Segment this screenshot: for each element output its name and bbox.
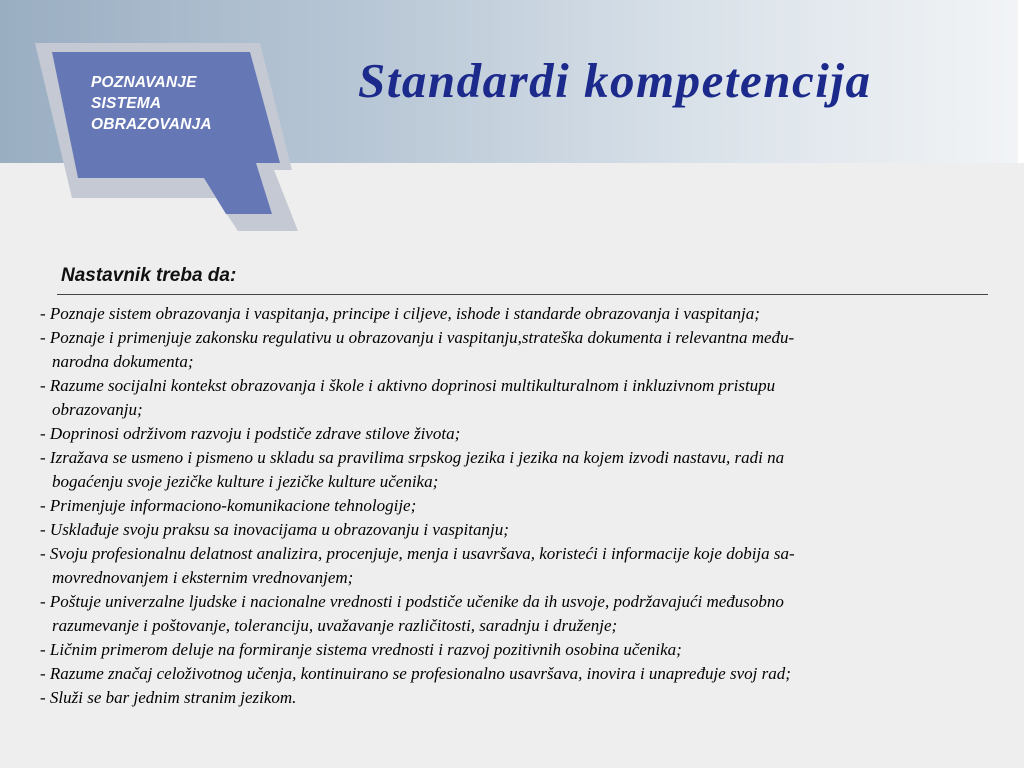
list-item (40, 686, 1000, 710)
list-item-line: razumevanje i poštovanje, toleranciju, uvažavanje različitosti, saradnju i druženje; (52, 616, 618, 635)
banner-line: SISTEMA (91, 95, 162, 112)
list-item-line: - Izražava se usmeno i pismeno u skladu sa pravilima srpskog jezika i jezika na kojem izvodi nastavu, radi na (40, 448, 785, 467)
page-title: Standardi kompetencija (358, 53, 872, 108)
list-item (40, 542, 1000, 590)
list-item-line: - Služi se bar jednim stranim jezikom. (40, 688, 297, 707)
list-item-line: - Razume značaj celoživotnog učenja, kontinuirano se profesionalno usavršava, inovira i unapređuje svoj rad; (40, 664, 791, 683)
list-item-line: movrednovanjem i eksternim vrednovanjem; (52, 568, 354, 587)
list-item-line: - Usklađuje svoju praksu sa inovacijama u obrazovanju i vaspitanju; (40, 520, 509, 539)
list-item-line: - Poštuje univerzalne ljudske i nacionalne vrednosti i podstiče učenike da ih usvoje, podržavajući međusobno (40, 592, 784, 611)
competency-list (40, 302, 1000, 710)
list-item-line: - Svoju profesionalnu delatnost analizira, procenjuje, menja i usavršava, koristeći i informacije koje dobija sa- (40, 544, 795, 563)
list-item (40, 374, 1000, 422)
heading-divider (57, 294, 988, 295)
list-item-line: - Doprinosi održivom razvoju i podstiče zdrave stilove života; (40, 424, 461, 443)
list-item-line: obrazovanju; (52, 400, 143, 419)
list-item-line: - Poznaje sistem obrazovanja i vaspitanja, principe i ciljeve, ishode i standarde obrazovanja i vaspitanja; (40, 304, 760, 323)
list-item-line: - Ličnim primerom deluje na formiranje sistema vrednosti i razvoj pozitivnih osobina učenika; (40, 640, 682, 659)
list-item (40, 662, 1000, 686)
banner-arrow-graphic (30, 38, 300, 234)
list-item-line: bogaćenju svoje jezičke kulture i jezičke kulture učenika; (52, 472, 439, 491)
banner-line: POZNAVANJE (91, 74, 197, 91)
list-item (40, 494, 1000, 518)
list-item-line: - Primenjuje informaciono-komunikacione tehnologije; (40, 496, 417, 515)
list-item (40, 422, 1000, 446)
list-item-line: - Razume socijalni kontekst obrazovanja i škole i aktivno doprinosi multikulturalnom i inkluzivnom pristupu (40, 376, 776, 395)
list-item (40, 326, 1000, 374)
banner-label (91, 72, 261, 135)
banner-line: OBRAZOVANJA (91, 116, 212, 133)
list-item (40, 518, 1000, 542)
list-item (40, 302, 1000, 326)
list-item (40, 590, 1000, 638)
list-item (40, 638, 1000, 662)
list-item (40, 446, 1000, 494)
list-item-line: - Poznaje i primenjuje zakonsku regulativu u obrazovanju i vaspitanju,strateška dokumenta i relevantna među- (40, 328, 795, 347)
section-heading: Nastavnik treba da: (61, 265, 237, 286)
list-item-line: narodna dokumenta; (52, 352, 194, 371)
